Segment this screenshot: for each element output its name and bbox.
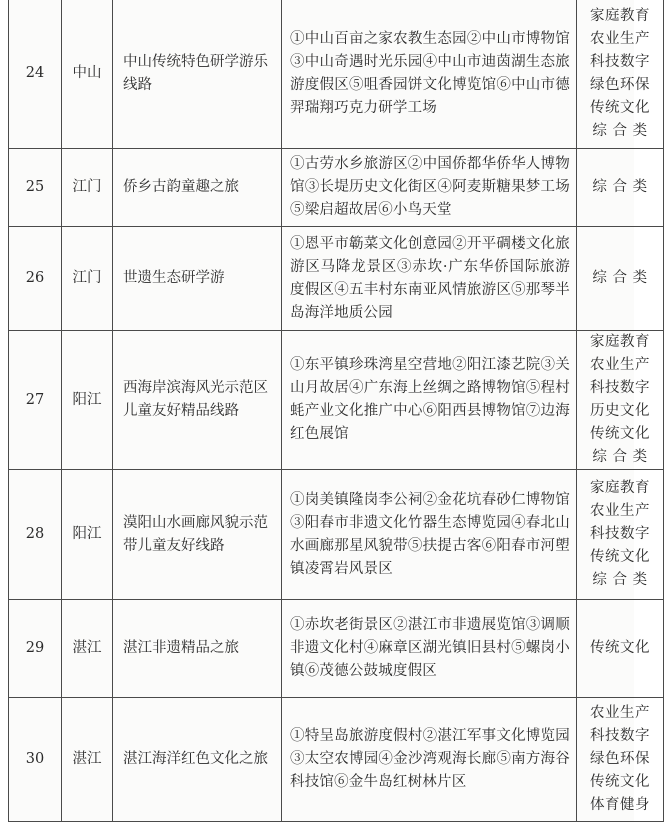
table-row xyxy=(9,0,664,149)
route-name-cell: 湛江非遗精品之旅 xyxy=(113,600,282,698)
category-label: 家庭教育 xyxy=(590,334,650,350)
row-number: 28 xyxy=(9,470,62,600)
category-label: 体育健身 xyxy=(590,797,650,813)
city-cell: 中山 xyxy=(62,0,113,149)
category-label: 综 合 类 xyxy=(592,122,648,139)
category-label: 农业生产 xyxy=(590,30,650,47)
sites-cell: ①特呈岛旅游度假村②湛江军事文化博览园③太空农博园④金沙湾观海长廊⑤南方海谷科技馆⑥金牛岛红树林片区 xyxy=(282,698,577,822)
category-label: 综 合 类 xyxy=(592,449,648,465)
route-name-cell: 侨乡古韵童趣之旅 xyxy=(113,149,282,227)
category-label: 家庭教育 xyxy=(590,480,650,496)
category-cell xyxy=(577,331,664,470)
category-label: 绿色环保 xyxy=(590,76,650,93)
category-label: 科技数字 xyxy=(590,53,650,70)
route-name-cell: 世遗生态研学游 xyxy=(113,227,282,331)
city-cell: 阳江 xyxy=(62,470,113,600)
city-cell: 江门 xyxy=(62,149,113,227)
sites-cell: ①恩平市簕菜文化创意园②开平碉楼文化旅游区马降龙景区③赤坎·广东华侨国际旅游度假区④五丰村东南亚风情旅游区⑤那琴半岛海洋地质公园 xyxy=(282,227,577,331)
city-cell: 湛江 xyxy=(62,698,113,822)
route-name-cell: 中山传统特色研学游乐线路 xyxy=(113,0,282,149)
category-cell xyxy=(577,698,664,822)
category-label: 科技数字 xyxy=(590,728,650,744)
category-label: 历史文化 xyxy=(590,403,650,419)
category-cell xyxy=(577,470,664,600)
row-number: 26 xyxy=(9,227,62,331)
category-label: 综 合 类 xyxy=(592,572,648,588)
category-cell xyxy=(577,149,664,227)
row-number: 30 xyxy=(9,698,62,822)
table-row xyxy=(9,470,664,600)
category-label: 传统文化 xyxy=(590,774,650,790)
row-number: 27 xyxy=(9,331,62,470)
sites-cell: ①中山百亩之家农教生态园②中山市博物馆③中山奇遇时光乐园④中山市迪茵湖生态旅游度假区⑤咀香园饼文化博览馆⑥中山市德羿瑞翔巧克力研学工场 xyxy=(282,0,577,149)
sites-cell: ①岗美镇隆岗李公祠②金花坑春砂仁博物馆③阳春市非遗文化竹器生态博览园④春北山水画廊那星风貌带⑤扶提古客⑥阳春市河塱镇凌霄岩风景区 xyxy=(282,470,577,600)
row-number: 25 xyxy=(9,149,62,227)
city-cell: 阳江 xyxy=(62,331,113,470)
category-label: 农业生产 xyxy=(590,357,650,373)
category-label: 农业生产 xyxy=(590,705,650,721)
category-label: 传统文化 xyxy=(590,426,650,442)
route-name-cell: 西海岸滨海风光示范区儿童友好精品线路 xyxy=(113,331,282,470)
city-cell: 江门 xyxy=(62,227,113,331)
city-cell: 湛江 xyxy=(62,600,113,698)
category-label: 家庭教育 xyxy=(590,7,650,24)
category-label: 科技数字 xyxy=(590,526,650,542)
category-cell xyxy=(577,600,664,698)
table-row xyxy=(9,227,664,331)
category-label: 传统文化 xyxy=(590,549,650,565)
category-cell xyxy=(577,0,664,149)
category-label: 综 合 类 xyxy=(592,179,648,195)
category-label: 综 合 类 xyxy=(592,270,648,286)
category-label: 科技数字 xyxy=(590,380,650,396)
route-name-cell: 湛江海洋红色文化之旅 xyxy=(113,698,282,822)
route-name-cell: 漠阳山水画廊风貌示范带儿童友好线路 xyxy=(113,470,282,600)
category-label: 农业生产 xyxy=(590,503,650,519)
category-label: 传统文化 xyxy=(590,99,650,116)
row-number: 29 xyxy=(9,600,62,698)
sites-cell: ①东平镇珍珠湾星空营地②阳江漆艺院③关山月故居④广东海上丝绸之路博物馆⑤程村蚝产业文化推广中心⑥阳西县博物馆⑦边海红色展馆 xyxy=(282,331,577,470)
table-row xyxy=(9,331,664,470)
study-route-table xyxy=(8,0,664,822)
table-row xyxy=(9,149,664,227)
table-row xyxy=(9,698,664,822)
sites-cell: ①赤坎老街景区②湛江市非遗展览馆③调顺非遗文化村④麻章区湖光镇旧县村⑤螺岗小镇⑥茂德公鼓城度假区 xyxy=(282,600,577,698)
row-number: 24 xyxy=(9,0,62,149)
category-label: 绿色环保 xyxy=(590,751,650,767)
sites-cell: ①古劳水乡旅游区②中国侨都华侨华人博物馆③长堤历史文化街区④阿麦斯糖果梦工场⑤梁启超故居⑥小鸟天堂 xyxy=(282,149,577,227)
table-row xyxy=(9,600,664,698)
category-label: 传统文化 xyxy=(590,640,650,656)
category-cell xyxy=(577,227,664,331)
